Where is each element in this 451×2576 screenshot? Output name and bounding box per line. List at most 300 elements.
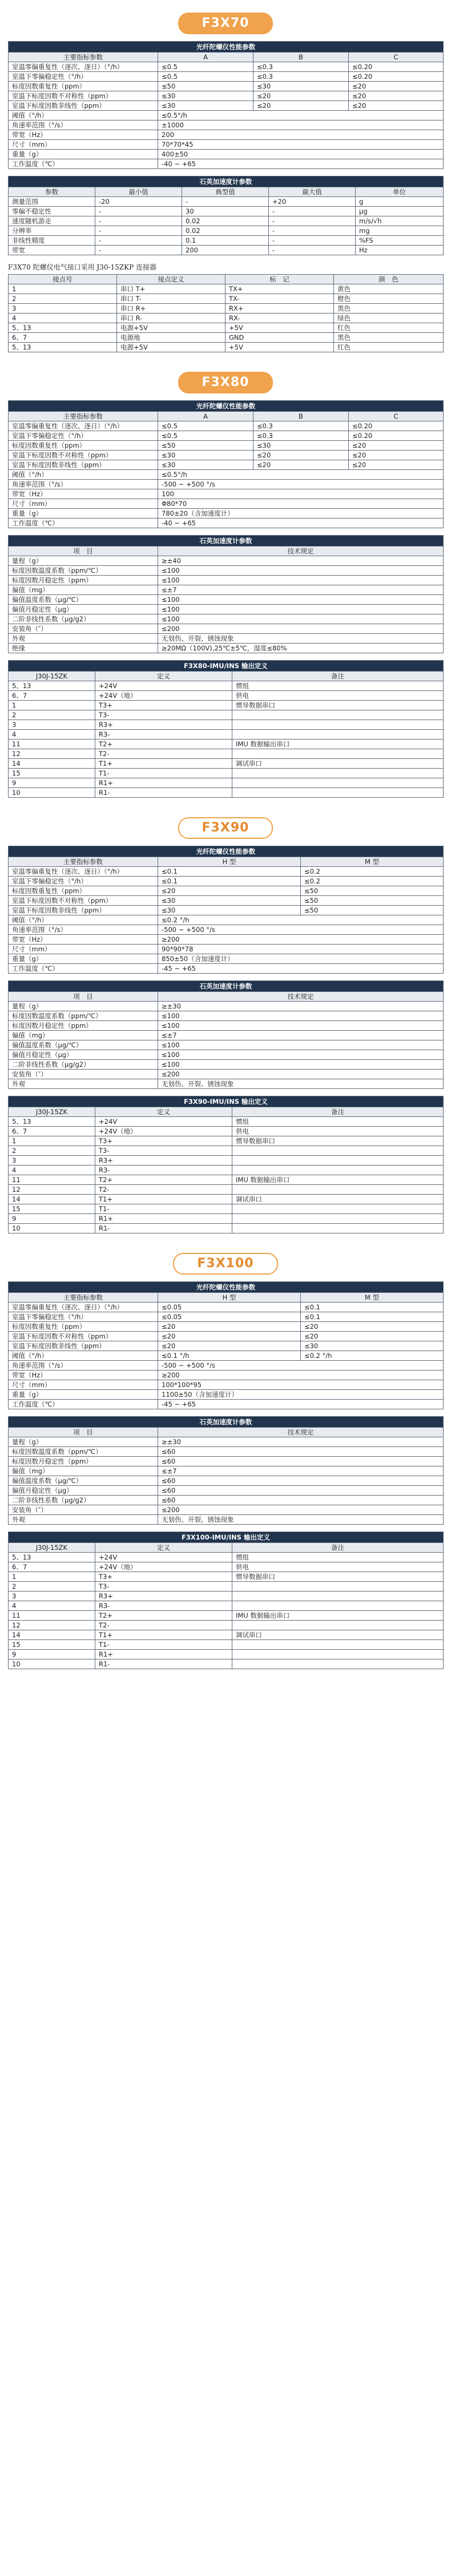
- table-cell: R3+: [95, 1156, 232, 1166]
- table-cell: ≤0.1 °/h: [158, 1351, 301, 1361]
- product-title: F3X90: [178, 817, 273, 839]
- table-title-row: [9, 846, 444, 857]
- table-cell: 阈值（°/h）: [9, 470, 158, 480]
- table-cell: 4: [9, 1166, 95, 1175]
- table-cell: ±1000: [158, 120, 444, 130]
- table-cell: -: [95, 226, 182, 236]
- table-cell: RX+: [226, 304, 334, 314]
- table-cell: 带宽: [9, 246, 95, 255]
- table-cell: [232, 710, 444, 720]
- table-cell: ≤60: [158, 1457, 444, 1466]
- table-cell: 3: [9, 720, 95, 730]
- table-row: [9, 323, 444, 333]
- table-cell: %FS: [356, 236, 444, 246]
- table-row: [9, 460, 444, 470]
- table-row: [9, 595, 444, 605]
- table-row: [9, 624, 444, 634]
- table-cell: ≤0.3: [253, 431, 349, 441]
- table-row: [9, 1146, 444, 1156]
- table-cell: 非线性精度: [9, 236, 95, 246]
- table-cell: -45 ~ +65: [158, 964, 444, 974]
- column-header: 技术规定: [158, 992, 444, 1002]
- table-cell: T1-: [95, 1204, 232, 1214]
- column-header: 技术规定: [158, 546, 444, 556]
- table-cell: 阈值（°/h）: [9, 111, 158, 120]
- table-cell: ≥200: [158, 935, 444, 945]
- table-row: [9, 519, 444, 528]
- product-title: F3X100: [173, 1253, 277, 1275]
- table-cell: 红色: [334, 323, 444, 333]
- table-row: [9, 925, 444, 935]
- table-row: [9, 644, 444, 653]
- accelerometer-table: [8, 980, 444, 1089]
- table-cell: R1-: [95, 1659, 232, 1669]
- table-cell: 1: [9, 284, 117, 294]
- table-cell: ≤50: [301, 896, 444, 906]
- table-row: [9, 246, 444, 255]
- table-row: [9, 1496, 444, 1505]
- table-cell: ≤0.5°/h: [158, 111, 444, 120]
- table-cell: TX+: [226, 284, 334, 294]
- table-row: [9, 1011, 444, 1021]
- table-cell: R3+: [95, 720, 232, 730]
- column-header: 主要指标参数: [9, 857, 158, 867]
- table-row: [9, 1040, 444, 1050]
- table-title: 光纤陀螺仪性能参数: [9, 1282, 444, 1293]
- table-cell: 6、7: [9, 333, 117, 343]
- table-cell: ≤20: [158, 1322, 301, 1332]
- table-cell: ≤20: [349, 460, 444, 470]
- table-cell: 70*70*45: [158, 140, 444, 150]
- table-row: [9, 236, 444, 246]
- product-heading: [8, 13, 443, 34]
- table-cell: 无划伤、开裂、锈蚀现象: [158, 1079, 444, 1089]
- table-cell: [232, 1214, 444, 1224]
- table-cell: 安装角（″）: [9, 624, 158, 634]
- table-cell: 角速率范围（°/s）: [9, 120, 158, 130]
- table-row: [9, 1175, 444, 1185]
- table-row: [9, 886, 444, 896]
- table-row: [9, 451, 444, 460]
- table-cell: T1+: [95, 1630, 232, 1640]
- table-cell: T1-: [95, 769, 232, 778]
- table-cell: 偏值温度系数（μg/℃）: [9, 595, 158, 605]
- accelerometer-table: [8, 535, 444, 653]
- product-heading: [8, 1253, 443, 1275]
- table-row: [9, 701, 444, 710]
- table-cell: ≤0.5: [158, 72, 253, 82]
- table-cell: 偏值（mg）: [9, 585, 158, 595]
- table-title: 光纤陀螺仪性能参数: [9, 401, 444, 412]
- table-cell: T2-: [95, 1185, 232, 1195]
- column-header: J30J-15ZK: [9, 1107, 95, 1117]
- table-row: [9, 314, 444, 323]
- table-cell: +24V（地）: [95, 1127, 232, 1136]
- table-row: [9, 294, 444, 304]
- table-cell: 重量（g）: [9, 954, 158, 964]
- table-row: [9, 1117, 444, 1127]
- table-cell: ≤±7: [158, 585, 444, 595]
- table-cell: ≤0.05: [158, 1303, 301, 1312]
- table-cell: ≤0.2: [301, 877, 444, 886]
- table-cell: -: [269, 236, 356, 246]
- table-cell: 3: [9, 304, 117, 314]
- column-header: 接点号: [9, 275, 117, 284]
- table-cell: 15: [9, 1204, 95, 1214]
- table-cell: 黑色: [334, 304, 444, 314]
- table-cell: ≤0.1: [301, 1303, 444, 1312]
- table-row: [9, 499, 444, 509]
- table-cell: ≤0.5: [158, 431, 253, 441]
- table-row: [9, 1371, 444, 1380]
- table-cell: T1+: [95, 759, 232, 769]
- table-cell: 串口 T-: [117, 294, 226, 304]
- table-cell: 12: [9, 749, 95, 759]
- table-cell: -: [95, 246, 182, 255]
- table-cell: 角速率范围（°/s）: [9, 480, 158, 489]
- table-cell: 室温下零偏稳定性（°/h）: [9, 431, 158, 441]
- table-cell: 6、7: [9, 1127, 95, 1136]
- table-row: [9, 1572, 444, 1582]
- table-cell: 室温下零偏稳定性（°/h）: [9, 1312, 158, 1322]
- table-cell: 调试串口: [232, 1195, 444, 1204]
- column-header: J30J-15ZK: [9, 672, 95, 681]
- table-cell: [232, 769, 444, 778]
- table-cell: 室温下零偏稳定性（°/h）: [9, 877, 158, 886]
- table-cell: 0.02: [182, 226, 269, 236]
- table-row: [9, 1400, 444, 1409]
- table-row: [9, 120, 444, 130]
- table-cell: 红色: [334, 343, 444, 352]
- table-cell: 调试串口: [232, 1630, 444, 1640]
- table-cell: 室温下零偏稳定性（°/h）: [9, 72, 158, 82]
- table-cell: 工作温度（℃）: [9, 1400, 158, 1409]
- table-cell: 200: [182, 246, 269, 255]
- column-header: 标 记: [226, 275, 334, 284]
- table-cell: ≤0.3: [253, 72, 349, 82]
- table-cell: 12: [9, 1185, 95, 1195]
- table-row: [9, 566, 444, 576]
- table-cell: 尺寸（mm）: [9, 140, 158, 150]
- table-title-row: [9, 1417, 444, 1428]
- table-cell: 3: [9, 1156, 95, 1166]
- table-cell: 标度因数月稳定性（ppm）: [9, 1021, 158, 1031]
- table-cell: ≤100: [158, 1011, 444, 1021]
- table-cell: 带宽（Hz）: [9, 130, 158, 140]
- table-cell: ≤50: [301, 886, 444, 896]
- table-row: [9, 130, 444, 140]
- table-cell: 角速率范围（°/s）: [9, 1361, 158, 1371]
- table-cell: 1: [9, 1572, 95, 1582]
- table-cell: 5、13: [9, 323, 117, 333]
- table-cell: 工作温度（℃）: [9, 964, 158, 974]
- table-row: [9, 964, 444, 974]
- table-cell: 调试串口: [232, 759, 444, 769]
- table-cell: 供电: [232, 1127, 444, 1136]
- table-cell: ≤20: [253, 451, 349, 460]
- table-cell: ≤100: [158, 1021, 444, 1031]
- table-row: [9, 1204, 444, 1214]
- table-cell: -500 ~ +500 °/s: [158, 480, 444, 489]
- table-cell: ≤20: [158, 886, 301, 896]
- table-cell: ≤30: [158, 460, 253, 470]
- table-cell: 外观: [9, 1515, 158, 1525]
- table-cell: [232, 1621, 444, 1630]
- column-header: 定义: [95, 1107, 232, 1117]
- table-title: F3X90-IMU/INS 输出定义: [9, 1096, 444, 1107]
- table-cell: ≤20: [349, 441, 444, 451]
- table-cell: 9: [9, 778, 95, 788]
- table-cell: +20: [269, 197, 356, 207]
- column-header: 项 目: [9, 1428, 158, 1437]
- table-row: [9, 730, 444, 740]
- table-row: [9, 906, 444, 915]
- table-cell: T1+: [95, 1195, 232, 1204]
- table-cell: 2: [9, 294, 117, 304]
- column-header: M 型: [301, 1293, 444, 1303]
- table-cell: 100: [158, 489, 444, 499]
- table-cell: 带宽（Hz）: [9, 935, 158, 945]
- table-row: [9, 489, 444, 499]
- table-cell: ≤0.2: [301, 867, 444, 877]
- table-row: [9, 1332, 444, 1341]
- table-cell: R1+: [95, 778, 232, 788]
- table-cell: T2-: [95, 749, 232, 759]
- table-row: [9, 1060, 444, 1070]
- table-cell: ≤0.20: [349, 421, 444, 431]
- table-cell: 4: [9, 314, 117, 323]
- table-row: [9, 1224, 444, 1233]
- table-row: [9, 1303, 444, 1312]
- table-cell: ≤30: [158, 91, 253, 101]
- table-cell: 10: [9, 1224, 95, 1233]
- table-cell: ≤100: [158, 614, 444, 624]
- table-cell: [232, 1146, 444, 1156]
- table-cell: ≤200: [158, 1505, 444, 1515]
- table-cell: R3-: [95, 1166, 232, 1175]
- column-header: 备注: [232, 672, 444, 681]
- table-title-row: [9, 1282, 444, 1293]
- table-cell: 惯组: [232, 1117, 444, 1127]
- gyro-performance-table: [8, 1281, 444, 1409]
- table-cell: -: [269, 207, 356, 216]
- table-cell: [232, 1166, 444, 1175]
- product-title: F3X70: [178, 13, 273, 34]
- table-cell: Φ80*70: [158, 499, 444, 509]
- table-row: [9, 915, 444, 925]
- table-cell: 室温下标度因数非线性（ppm）: [9, 460, 158, 470]
- table-row: [9, 788, 444, 798]
- product-heading: [8, 372, 443, 393]
- table-cell: [232, 720, 444, 730]
- table-cell: 室温下标度因数非线性（ppm）: [9, 906, 158, 915]
- table-row: [9, 1341, 444, 1351]
- table-cell: 2: [9, 710, 95, 720]
- table-cell: T2+: [95, 1175, 232, 1185]
- table-header-row: [9, 187, 444, 197]
- table-cell: 无划伤、开裂、锈蚀现象: [158, 634, 444, 644]
- table-cell: 标度因数重复性（ppm）: [9, 441, 158, 451]
- table-cell: 偏值月稳定性（μg）: [9, 1050, 158, 1060]
- product-section: [8, 817, 443, 1233]
- table-cell: RX-: [226, 314, 334, 323]
- table-cell: R3-: [95, 730, 232, 740]
- table-row: [9, 614, 444, 624]
- table-cell: 偏值温度系数（μg/℃）: [9, 1040, 158, 1050]
- table-cell: [232, 778, 444, 788]
- table-cell: 重量（g）: [9, 509, 158, 519]
- table-cell: 1: [9, 1136, 95, 1146]
- table-cell: ≤100: [158, 605, 444, 614]
- accelerometer-table: [8, 176, 444, 255]
- table-cell: +24V: [95, 681, 232, 691]
- table-cell: ≤20: [301, 1332, 444, 1341]
- table-cell: 尺寸（mm）: [9, 499, 158, 509]
- table-row: [9, 216, 444, 226]
- table-title: 石英加速度计参数: [9, 536, 444, 546]
- table-cell: +24V: [95, 1553, 232, 1562]
- table-cell: Hz: [356, 246, 444, 255]
- table-row: [9, 1562, 444, 1572]
- table-title-row: [9, 1532, 444, 1543]
- table-cell: 标度因数重复性（ppm）: [9, 82, 158, 91]
- table-cell: 0.02: [182, 216, 269, 226]
- table-row: [9, 159, 444, 169]
- table-row: [9, 140, 444, 150]
- table-cell: ≤0.1: [301, 1312, 444, 1322]
- table-cell: ≤60: [158, 1447, 444, 1457]
- table-cell: ≥±40: [158, 556, 444, 566]
- table-cell: 测量范围: [9, 197, 95, 207]
- table-cell: T3-: [95, 1582, 232, 1592]
- table-cell: ≤50: [158, 441, 253, 451]
- table-cell: 重量（g）: [9, 1390, 158, 1400]
- table-header-row: [9, 53, 444, 62]
- table-cell: 橙色: [334, 294, 444, 304]
- table-cell: 绝缘: [9, 644, 158, 653]
- table-cell: [232, 749, 444, 759]
- table-row: [9, 62, 444, 72]
- column-header: 定义: [95, 672, 232, 681]
- table-cell: 90*90*78: [158, 945, 444, 954]
- table-row: [9, 333, 444, 343]
- table-cell: [232, 1582, 444, 1592]
- table-cell: ≤0.5: [158, 62, 253, 72]
- table-cell: 偏值月稳定性（μg）: [9, 1486, 158, 1496]
- table-cell: 供电: [232, 691, 444, 701]
- column-header: H 型: [158, 857, 301, 867]
- table-cell: 10: [9, 1659, 95, 1669]
- table-cell: 带宽（Hz）: [9, 1371, 158, 1380]
- table-row: [9, 1351, 444, 1361]
- output-definition-table: [8, 660, 444, 798]
- table-cell: 9: [9, 1214, 95, 1224]
- column-header: 备注: [232, 1543, 444, 1553]
- table-title-row: [9, 176, 444, 187]
- table-row: [9, 720, 444, 730]
- table-row: [9, 1457, 444, 1466]
- table-cell: 11: [9, 1611, 95, 1621]
- table-cell: μg: [356, 207, 444, 216]
- table-cell: T2+: [95, 740, 232, 749]
- table-row: [9, 1021, 444, 1031]
- table-cell: 偏值（mg）: [9, 1031, 158, 1040]
- table-row: [9, 207, 444, 216]
- table-cell: ≤0.2 °/h: [301, 1351, 444, 1361]
- table-cell: 偏值（mg）: [9, 1466, 158, 1476]
- table-row: [9, 1601, 444, 1611]
- table-cell: 400±50: [158, 150, 444, 159]
- column-header: 典型值: [182, 187, 269, 197]
- table-cell: ≤100: [158, 576, 444, 585]
- table-cell: ≤200: [158, 1070, 444, 1079]
- table-cell: R1+: [95, 1214, 232, 1224]
- table-cell: ≤20: [301, 1322, 444, 1332]
- table-cell: ≤30: [158, 906, 301, 915]
- table-cell: ≤30: [158, 896, 301, 906]
- table-cell: 2: [9, 1582, 95, 1592]
- table-cell: ≤0.1: [158, 867, 301, 877]
- table-cell: -500 ~ +500 °/s: [158, 1361, 444, 1371]
- table-cell: 9: [9, 1650, 95, 1659]
- table-cell: 5、13: [9, 681, 95, 691]
- table-cell: R3-: [95, 1601, 232, 1611]
- table-cell: 惯导数据串口: [232, 701, 444, 710]
- spec-document: [8, 13, 443, 1669]
- table-row: [9, 82, 444, 91]
- table-cell: ≤50: [301, 906, 444, 915]
- table-cell: T3+: [95, 701, 232, 710]
- table-cell: 15: [9, 769, 95, 778]
- table-row: [9, 1659, 444, 1669]
- table-cell: ≤50: [158, 82, 253, 91]
- table-cell: 4: [9, 1601, 95, 1611]
- table-title-row: [9, 981, 444, 992]
- gyro-performance-table: [8, 41, 444, 169]
- table-cell: mg: [356, 226, 444, 236]
- table-cell: 二阶非线性系数（μg/g2）: [9, 1496, 158, 1505]
- column-header: C: [349, 412, 444, 421]
- table-header-row: [9, 275, 444, 284]
- table-row: [9, 585, 444, 595]
- table-cell: ≤20: [349, 101, 444, 111]
- table-cell: 10: [9, 788, 95, 798]
- table-cell: -500 ~ +500 °/s: [158, 925, 444, 935]
- table-cell: 二阶非线性系数（μg/g2）: [9, 614, 158, 624]
- table-row: [9, 1031, 444, 1040]
- column-header: 主要指标参数: [9, 53, 158, 62]
- table-row: [9, 1553, 444, 1562]
- table-row: [9, 749, 444, 759]
- table-cell: 量程（g）: [9, 1002, 158, 1011]
- column-header: A: [158, 412, 253, 421]
- column-header: 接点定义: [117, 275, 226, 284]
- table-cell: [232, 788, 444, 798]
- table-cell: g: [356, 197, 444, 207]
- table-row: [9, 226, 444, 236]
- table-cell: 11: [9, 740, 95, 749]
- table-cell: T2+: [95, 1611, 232, 1621]
- table-title-row: [9, 1096, 444, 1107]
- output-definition-table: [8, 1096, 444, 1233]
- table-row: [9, 1515, 444, 1525]
- table-cell: 室温零偏重复性（逐次、逐日）（°/h）: [9, 62, 158, 72]
- table-cell: 室温下标度因数不对称性（ppm）: [9, 1332, 158, 1341]
- table-row: [9, 1127, 444, 1136]
- table-cell: +24V: [95, 1117, 232, 1127]
- table-cell: 串口 R+: [117, 304, 226, 314]
- table-cell: 2: [9, 1146, 95, 1156]
